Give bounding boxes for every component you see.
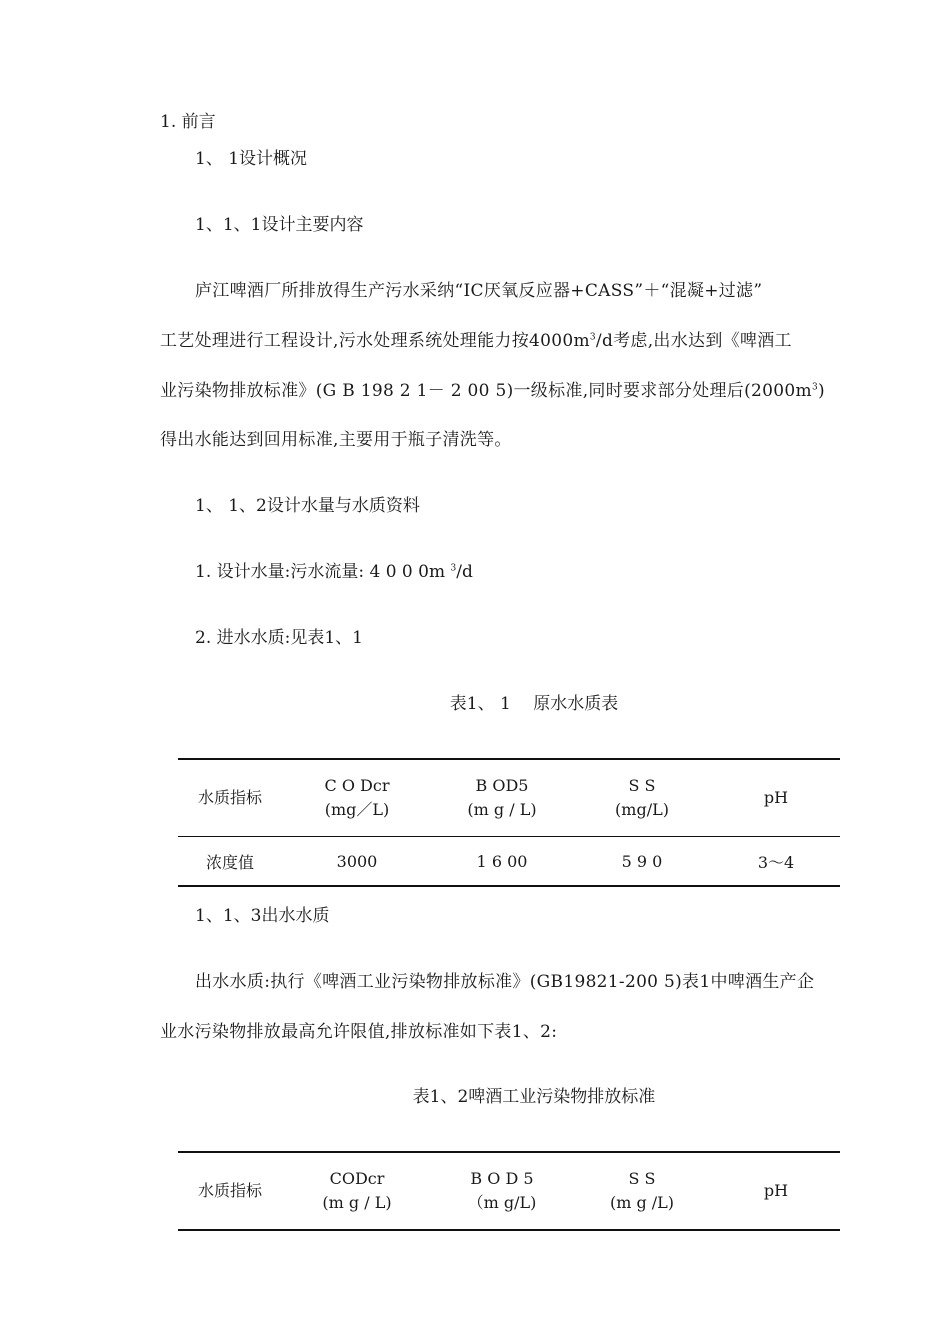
table-header-cell: S S (m g /L) [609,1169,675,1212]
table-header-cell: C O Dcr (mg／L) [282,759,432,837]
paragraph-1-line-3-a: 业污染物排放标准》(G B 198 2 1－ 2 00 5)一级标准,同时要求部分处理后(2000m [160,381,812,401]
table-cell: 1 6 00 [476,851,528,871]
subsection-heading-1-1-2: 1、 1、2设计水量与水质资料 [195,496,420,516]
paragraph-1-line-3-b: ) [817,381,825,401]
table-cell: 3000 [336,851,378,871]
paragraph-1-line-4: 得出水能达到回用标准,主要用于瓶子清洗等。 [160,430,512,450]
list-item-1-a: 1. 设计水量:污水流量: 4 0 0 0m [195,562,451,582]
table-1 [178,758,840,887]
table-header-cell: 水质指标 [197,1181,262,1200]
paragraph-1-line-3 [160,379,825,403]
table-header-row [178,759,840,837]
table-cell: 浓度值 [205,852,254,872]
superscript: 3 [450,563,457,574]
subsection-heading-1-1-3: 1、1、3出水水质 [195,906,330,926]
table-2 [178,1151,840,1231]
table-row [178,837,840,887]
table-header-row [178,1152,840,1230]
paragraph-1-line-2 [160,329,792,353]
list-item-2: 2. 进水水质:见表1、1 [195,628,363,648]
table-header-cell: B OD5 (m g / L) [432,759,572,837]
table-header-cell: S S (mg/L) [572,759,712,837]
table-header-cell: pH [763,1181,789,1200]
table-header-cell: 水质指标 [178,759,282,837]
table-header-cell: pH [712,759,840,837]
subsection-heading-1-1-1: 1、1、1设计主要内容 [195,215,364,235]
subsection-heading-1-1: 1、 1设计概况 [195,149,308,169]
paragraph-2-line-1: 出水水质:执行《啤酒工业污染物排放标准》(GB19821-200 5)表1中啤酒生产企 [195,972,815,992]
list-item-1 [195,560,473,584]
paragraph-2-line-2: 业水污染物排放最高允许限值,排放标准如下表1、2: [160,1022,558,1042]
table-header-cell: B O D 5 （m g/L) [467,1169,537,1212]
list-item-1-b: /d [456,562,473,582]
paragraph-1-line-2-a: 工艺处理进行工程设计,污水处理系统处理能力按4000m [160,331,590,351]
table-1-caption: 表1、 1 原水水质表 [449,694,619,714]
paragraph-1-line-2-b: /d考虑,出水达到《啤酒工 [595,331,792,351]
section-title: 1. 前言 [160,112,216,132]
table-2-caption: 表1、2啤酒工业污染物排放标准 [412,1087,656,1107]
table-cell: 5 9 0 [621,851,663,871]
table-header-cell: CODcr (m g / L) [322,1169,392,1212]
superscript: 3 [811,382,818,393]
table-cell: 3～4 [757,852,795,872]
paragraph-1-line-1: 庐江啤酒厂所排放得生产污水采纳“IC厌氧反应器+CASS”＋“混凝+过滤” [195,281,763,301]
superscript: 3 [589,332,596,343]
